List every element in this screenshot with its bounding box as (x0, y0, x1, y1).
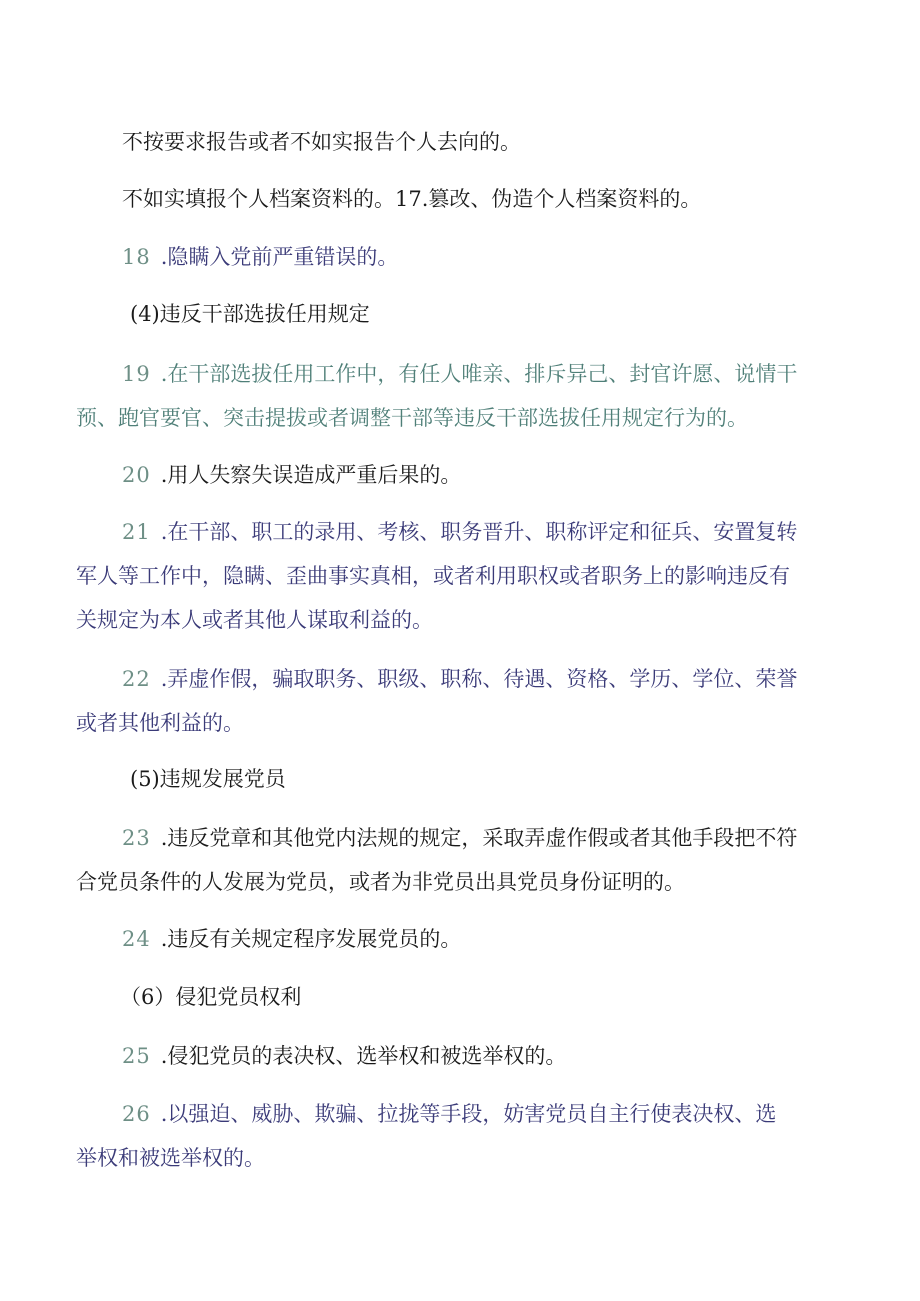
paragraph-item-26 (76, 1092, 866, 1180)
item-text-line-1: .弄虚作假，骗取职务、职级、职称、待遇、资格、学历、学位、荣誉 (160, 667, 798, 691)
section-heading-6: （6）侵犯党员权利 (120, 985, 302, 1009)
item-number: 26 (122, 1102, 151, 1126)
paragraph-item-22 (76, 657, 866, 745)
item-text-line-2: 或者其他利益的。 (76, 711, 244, 735)
item-number: 20 (122, 463, 151, 487)
paragraph-text: 不如实填报个人档案资料的。17.篡改、伪造个人档案资料的。 (122, 187, 702, 211)
item-number: 22 (122, 667, 151, 691)
item-text: .违反有关规定程序发展党员的。 (160, 927, 462, 951)
paragraph-item-23 (76, 816, 866, 904)
item-text-line-2: 军人等工作中，隐瞒、歪曲事实真相，或者利用职权或者职务上的影响违反有 (76, 564, 790, 588)
item-text-line-1: .在干部、职工的录用、考核、职务晋升、职称评定和征兵、安置复转 (160, 520, 798, 544)
item-text-line-2: 预、跑官要官、突击提拔或者调整干部等违反干部选拔任用规定行为的。 (76, 406, 748, 430)
item-number: 25 (122, 1044, 151, 1068)
item-text-line-1: .违反党章和其他党内法规的规定，采取弄虚作假或者其他手段把不符 (160, 826, 798, 850)
section-heading-5: (5)违规发展党员 (130, 767, 286, 791)
paragraph-item-21 (76, 510, 866, 642)
paragraph-item-18 (76, 235, 866, 279)
paragraph-personal-archives (76, 177, 866, 221)
paragraph-item-24 (76, 917, 866, 961)
item-number: 23 (122, 826, 151, 850)
paragraph-item-20 (76, 453, 866, 497)
item-text-line-2: 合党员条件的人发展为党员，或者为非党员出具党员身份证明的。 (76, 870, 685, 894)
item-text-line-3: 关规定为本人或者其他人谋取利益的。 (76, 608, 433, 632)
item-number: 21 (122, 520, 151, 544)
paragraph-report-whereabouts (76, 120, 866, 164)
item-text: .侵犯党员的表决权、选举权和被选举权的。 (160, 1044, 567, 1068)
paragraph-text: 不按要求报告或者不如实报告个人去向的。 (122, 130, 521, 154)
item-text: .隐瞒入党前严重错误的。 (160, 245, 399, 269)
item-number: 19 (122, 362, 151, 386)
item-number: 24 (122, 927, 151, 951)
item-text-line-1: .以强迫、威胁、欺骗、拉拢等手段，妨害党员自主行使表决权、选 (160, 1102, 777, 1126)
paragraph-item-19 (76, 352, 866, 440)
item-number: 18 (122, 245, 151, 269)
item-text: .用人失察失误造成严重后果的。 (160, 463, 462, 487)
item-text-line-1: .在干部选拔任用工作中，有任人唯亲、排斥异己、封官许愿、说情干 (160, 362, 798, 386)
item-text-line-2: 举权和被选举权的。 (76, 1146, 265, 1170)
paragraph-item-25 (76, 1034, 866, 1078)
section-heading-4: (4)违反干部选拔任用规定 (130, 302, 370, 326)
